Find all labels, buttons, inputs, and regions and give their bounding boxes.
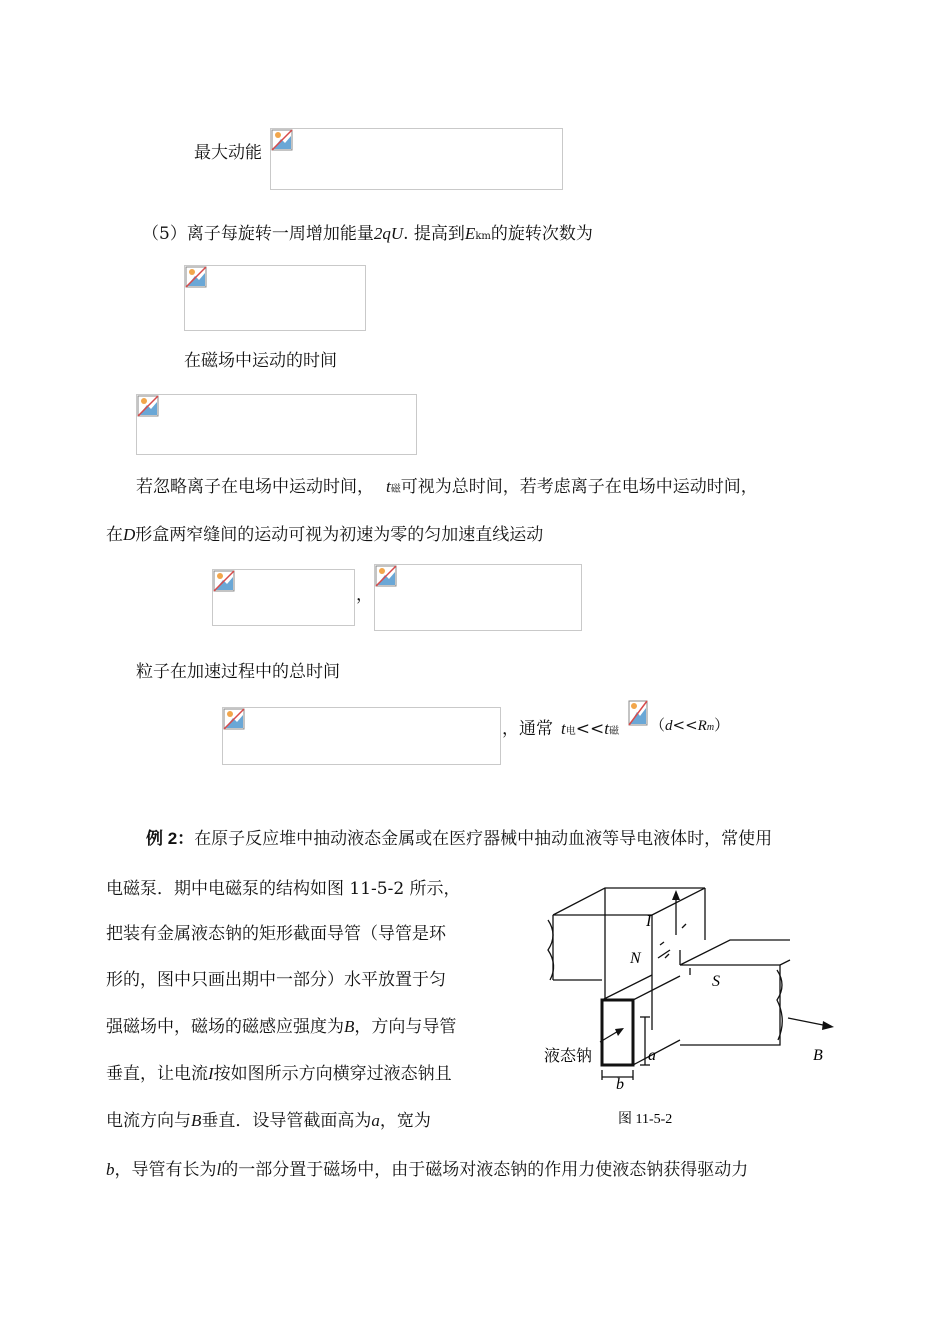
broken-image-icon <box>223 708 245 730</box>
line5-prefix: （5）离子每旋转一周增加能量 <box>142 224 374 244</box>
usually-comparison <box>502 714 619 739</box>
example-2-line8 <box>106 1155 748 1180</box>
B-symbol: B <box>191 1111 202 1130</box>
example-2-line5 <box>106 1012 456 1037</box>
line5a: 强磁场中，磁场的磁感应强度为 <box>106 1017 344 1037</box>
a-symbol: a <box>371 1111 380 1130</box>
t-symbol: t <box>386 477 391 496</box>
line7c: ，宽为 <box>379 1111 431 1131</box>
line5-mid: . 提高到 <box>403 224 465 244</box>
t-electric-sub: 电 <box>565 726 576 737</box>
formula-image-total-time <box>222 707 501 765</box>
line8a: ，导管有长为 <box>114 1160 217 1180</box>
b-symbol: b <box>106 1160 115 1179</box>
d-symbol: D <box>123 525 136 544</box>
example-2-line7 <box>106 1106 431 1131</box>
example-2-label: 例 2： <box>146 829 195 848</box>
figure-label-liquid-sodium: 液态钠 <box>544 1046 593 1065</box>
line7b: 垂直．设导管截面高为 <box>201 1111 372 1131</box>
broken-image-icon <box>213 570 235 592</box>
radius-R-sub: m <box>706 722 715 733</box>
paren-open: （ <box>650 716 666 734</box>
broken-image-icon <box>271 129 293 151</box>
figure-label-N: N <box>630 950 641 967</box>
energy-2qU: 2qU <box>373 224 404 243</box>
t-magnetic-sub: 磁 <box>608 726 619 737</box>
figure-label-S: S <box>712 973 720 990</box>
d-box-line <box>106 520 543 545</box>
broken-image-icon <box>375 565 397 587</box>
B-symbol: B <box>344 1017 355 1036</box>
line8b: 的一部分置于磁场中，由于磁场对液态钠的作用力使液态钠获得驱动力 <box>221 1160 749 1180</box>
energy-E: E <box>464 224 476 243</box>
ignore-field-time-line <box>136 472 758 497</box>
line6b: 按如图所示方向横穿过液态钠且 <box>213 1064 452 1084</box>
d-line-suffix: 形盒两窄缝间的运动可视为初速为零的匀加速直线运动 <box>135 525 544 545</box>
much-less-than: << <box>575 719 605 739</box>
comma-separator: ， <box>356 585 373 605</box>
figure-label-B: B <box>813 1047 823 1064</box>
energy-E-sub: km <box>475 231 491 242</box>
rotation-count-line <box>142 219 593 244</box>
electromagnetic-pump-figure <box>540 880 840 1130</box>
formula-image-acceleration <box>374 564 582 631</box>
figure-label-a: a <box>648 1047 656 1064</box>
total-time-label: 粒子在加速过程中的总时间 <box>136 662 340 682</box>
example-2-line2: 电磁泵．期中电磁泵的结构如图 11-5-2 所示， <box>106 879 461 899</box>
less-than: << <box>672 716 698 734</box>
line7a: 电流方向与 <box>106 1111 191 1131</box>
formula-image-max-ke <box>270 128 563 190</box>
d-less-than-rm <box>650 714 729 735</box>
paren-close: ） <box>714 716 730 734</box>
figure-caption: 图 11-5-2 <box>618 1112 673 1127</box>
example-2-text-1: 在原子反应堆中抽动液态金属或在医疗器械中抽动血液等导电液体时，常使用 <box>194 829 773 849</box>
t-magnetic: t <box>604 719 609 738</box>
example-2-line6 <box>106 1059 452 1084</box>
formula-image-rotation-count <box>184 265 366 331</box>
t-sub-magnetic: 磁 <box>390 484 401 495</box>
line5-suffix: 的旋转次数为 <box>490 224 593 244</box>
t-electric: t <box>561 719 566 738</box>
radius-R: R <box>697 718 707 734</box>
usually-prefix: ，通常 <box>502 719 553 739</box>
d-line-prefix: 在 <box>106 525 123 545</box>
figure-label-b: b <box>616 1076 624 1093</box>
broken-image-icon <box>137 395 159 417</box>
ignore-line-part-a: 若忽略离子在电场中运动时间， <box>136 477 374 497</box>
broken-image-icon <box>185 266 207 288</box>
max-kinetic-energy-label: 最大动能 <box>194 143 262 163</box>
line5b: ，方向与导管 <box>354 1017 457 1037</box>
formula-image-time-in-field <box>136 394 417 455</box>
example-2-line1 <box>146 824 772 849</box>
I-symbol: I <box>208 1064 214 1083</box>
example-2-line4: 形的，图中只画出期中一部分）水平放置于匀 <box>106 970 446 990</box>
broken-image-icon <box>628 700 648 726</box>
example-2-line3: 把装有金属液态钠的矩形截面导管（导管是环 <box>106 924 446 944</box>
line6a: 垂直，让电流 <box>106 1064 208 1084</box>
ignore-line-part-b: 可视为总时间，若考虑离子在电场中运动时间， <box>400 477 758 497</box>
d-width: d <box>665 718 673 734</box>
time-in-field-label: 在磁场中运动的时间 <box>184 351 337 371</box>
figure-label-I: I <box>646 913 652 930</box>
l-symbol: l <box>216 1160 222 1179</box>
